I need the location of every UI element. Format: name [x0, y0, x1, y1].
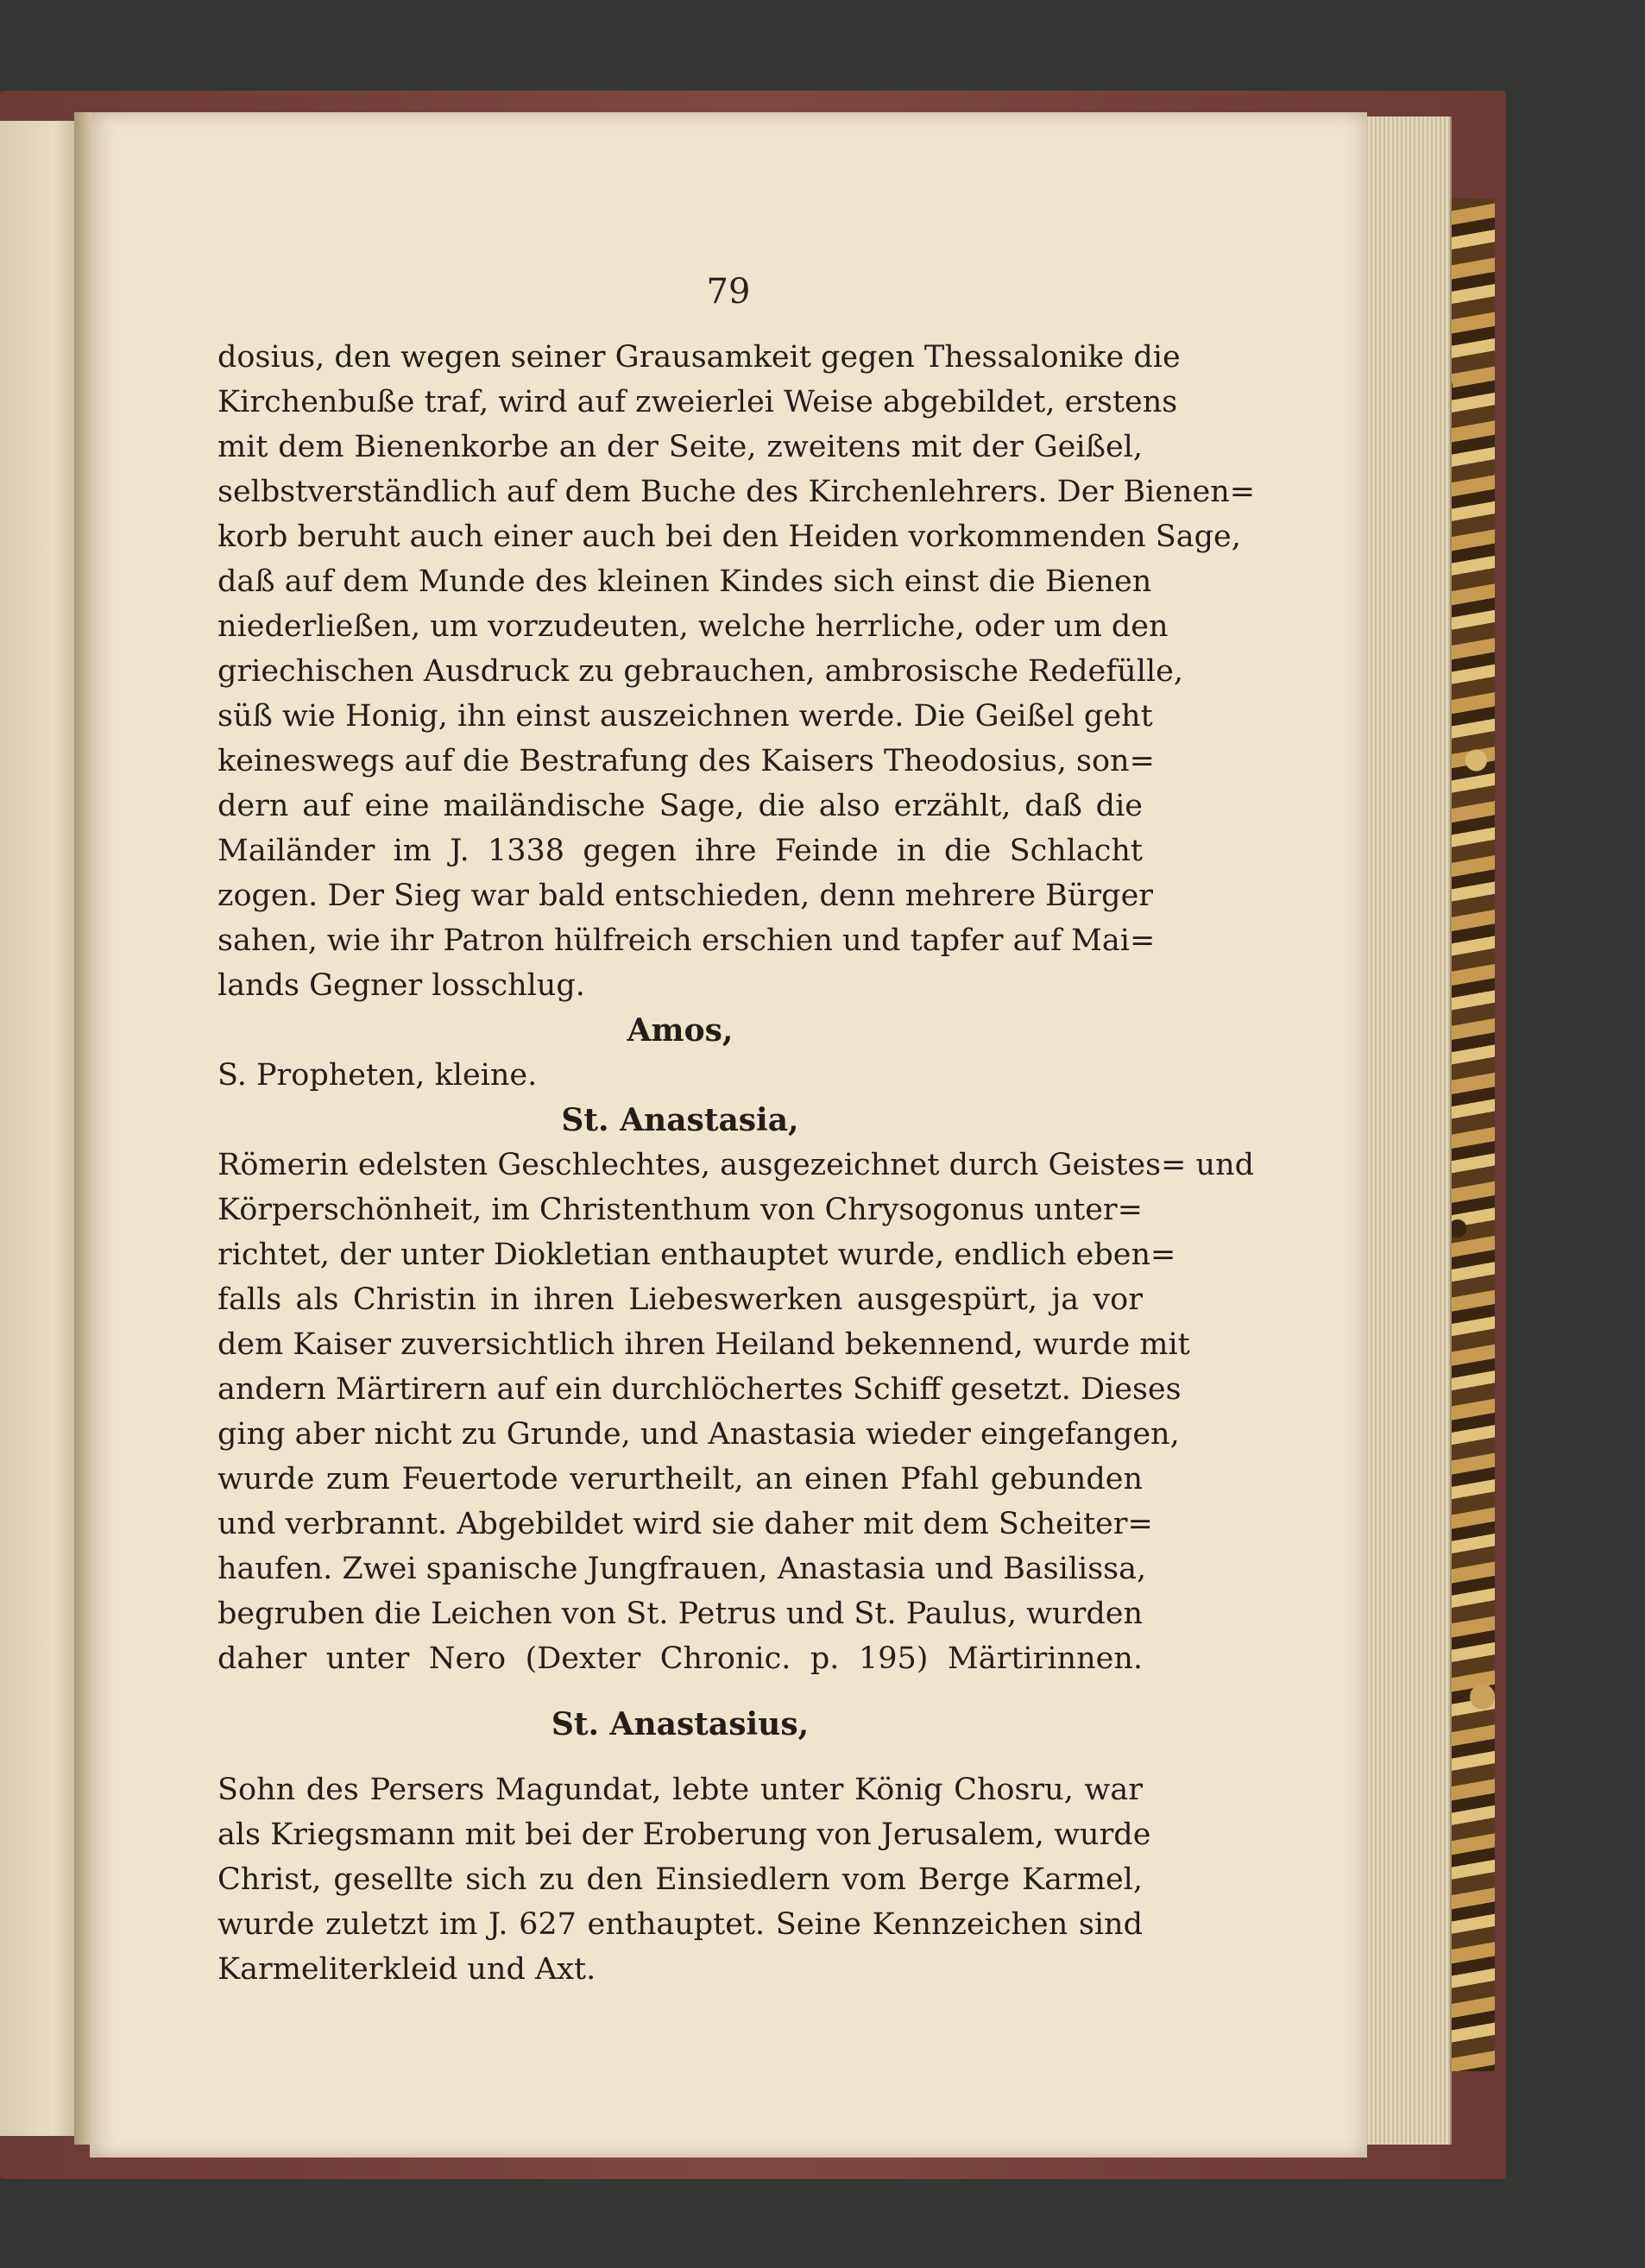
text-line: Karmeliterkleid und Axt. — [217, 1952, 596, 1987]
book-gutter — [74, 112, 91, 2145]
entry-st-anastasius — [217, 1702, 1151, 1992]
text-line: korb beruht auch einer auch bei den Heiden vorkommenden Sage, — [217, 520, 1241, 554]
text-line: Körperschönheit, im Christenthum von Chrysogonus unter= — [217, 1193, 1143, 1227]
text-line: als Kriegsmann mit bei der Eroberung von Jerusalem, wurde — [217, 1818, 1151, 1852]
text-line: selbstverständlich auf dem Buche des Kirchenlehrers. Der Bienen= — [217, 475, 1256, 509]
text-line: Mailänder im J. 1338 gegen ihre Feinde in die Schlacht — [217, 834, 1143, 868]
text-line: und verbrannt. Abgebildet wird sie daher mit dem Scheiter= — [217, 1507, 1153, 1541]
entry-heading: St. Anastasia, — [561, 1102, 799, 1138]
entry-heading: St. Anastasius, — [551, 1706, 810, 1742]
entry-heading: Amos, — [627, 1012, 734, 1049]
text-line: wurde zum Feuertode verurtheilt, an einen Pfahl gebunden — [217, 1462, 1143, 1496]
page-number: 79 — [706, 272, 751, 312]
text-line: mit dem Bienenkorbe an der Seite, zweitens mit der Geißel, — [217, 430, 1143, 464]
text-line: Sohn des Persers Magundat, lebte unter König Chosru, war — [217, 1773, 1143, 1807]
text-line: dem Kaiser zuversichtlich ihren Heiland bekennend, wurde mit — [217, 1327, 1190, 1362]
text-line: dosius, den wegen seiner Grausamkeit gegen Thessalonike die — [217, 340, 1181, 375]
text-line: daher unter Nero (Dexter Chronic. p. 195) Märtirinnen. — [217, 1641, 1143, 1676]
text-line: sahen, wie ihr Patron hülfreich erschien und tapfer auf Mai= — [217, 923, 1156, 958]
text-line: Römerin edelsten Geschlechtes, ausgezeichnet durch Geistes= und — [217, 1148, 1255, 1182]
text-line: wurde zuletzt im J. 627 enthauptet. Seine Kennzeichen sind — [217, 1907, 1143, 1942]
text-line: S. Propheten, kleine. — [217, 1058, 538, 1093]
text-line: falls als Christin in ihren Liebeswerken ausgespürt, ja vor — [217, 1282, 1143, 1317]
page-stack-edge — [1355, 117, 1452, 2145]
text-line: ging aber nicht zu Grunde, und Anastasia wieder eingefangen, — [217, 1417, 1180, 1452]
text-line: dern auf eine mailändische Sage, die also erzählt, daß die — [217, 789, 1143, 823]
text-line: süß wie Honig, ihn einst auszeichnen werde. Die Geißel geht — [217, 699, 1153, 734]
text-line: keineswegs auf die Bestrafung des Kaisers Theodosius, son= — [217, 744, 1155, 778]
left-page — [0, 121, 78, 2136]
text-line: daß auf dem Munde des kleinen Kindes sich einst die Bienen — [217, 564, 1152, 599]
text-line: zogen. Der Sieg war bald entschieden, denn mehrere Bürger — [217, 879, 1154, 913]
text-line: griechischen Ausdruck zu gebrauchen, ambrosische Redefülle, — [217, 654, 1183, 689]
text-line: Christ, gesellte sich zu den Einsiedlern vom Berge Karmel, — [217, 1862, 1143, 1897]
paragraph — [217, 335, 1256, 1008]
page-text — [217, 335, 1256, 1992]
text-line: haufen. Zwei spanische Jungfrauen, Anastasia und Basilissa, — [217, 1552, 1147, 1586]
text-line: Kirchenbuße traf, wird auf zweierlei Weise abgebildet, erstens — [217, 385, 1178, 419]
text-line: lands Gegner losschlug. — [217, 968, 585, 1003]
text-line: richtet, der unter Diokletian enthauptet wurde, endlich eben= — [217, 1238, 1176, 1272]
text-line: begruben die Leichen von St. Petrus und St. Paulus, wurden — [217, 1597, 1143, 1631]
entry-st-anastasia — [217, 1098, 1255, 1681]
entry-amos — [217, 1008, 1143, 1098]
text-line: andern Märtirern auf ein durchlöchertes Schiff gesetzt. Dieses — [217, 1372, 1182, 1407]
text-line: niederließen, um vorzudeuten, welche herrliche, oder um den — [217, 609, 1169, 644]
